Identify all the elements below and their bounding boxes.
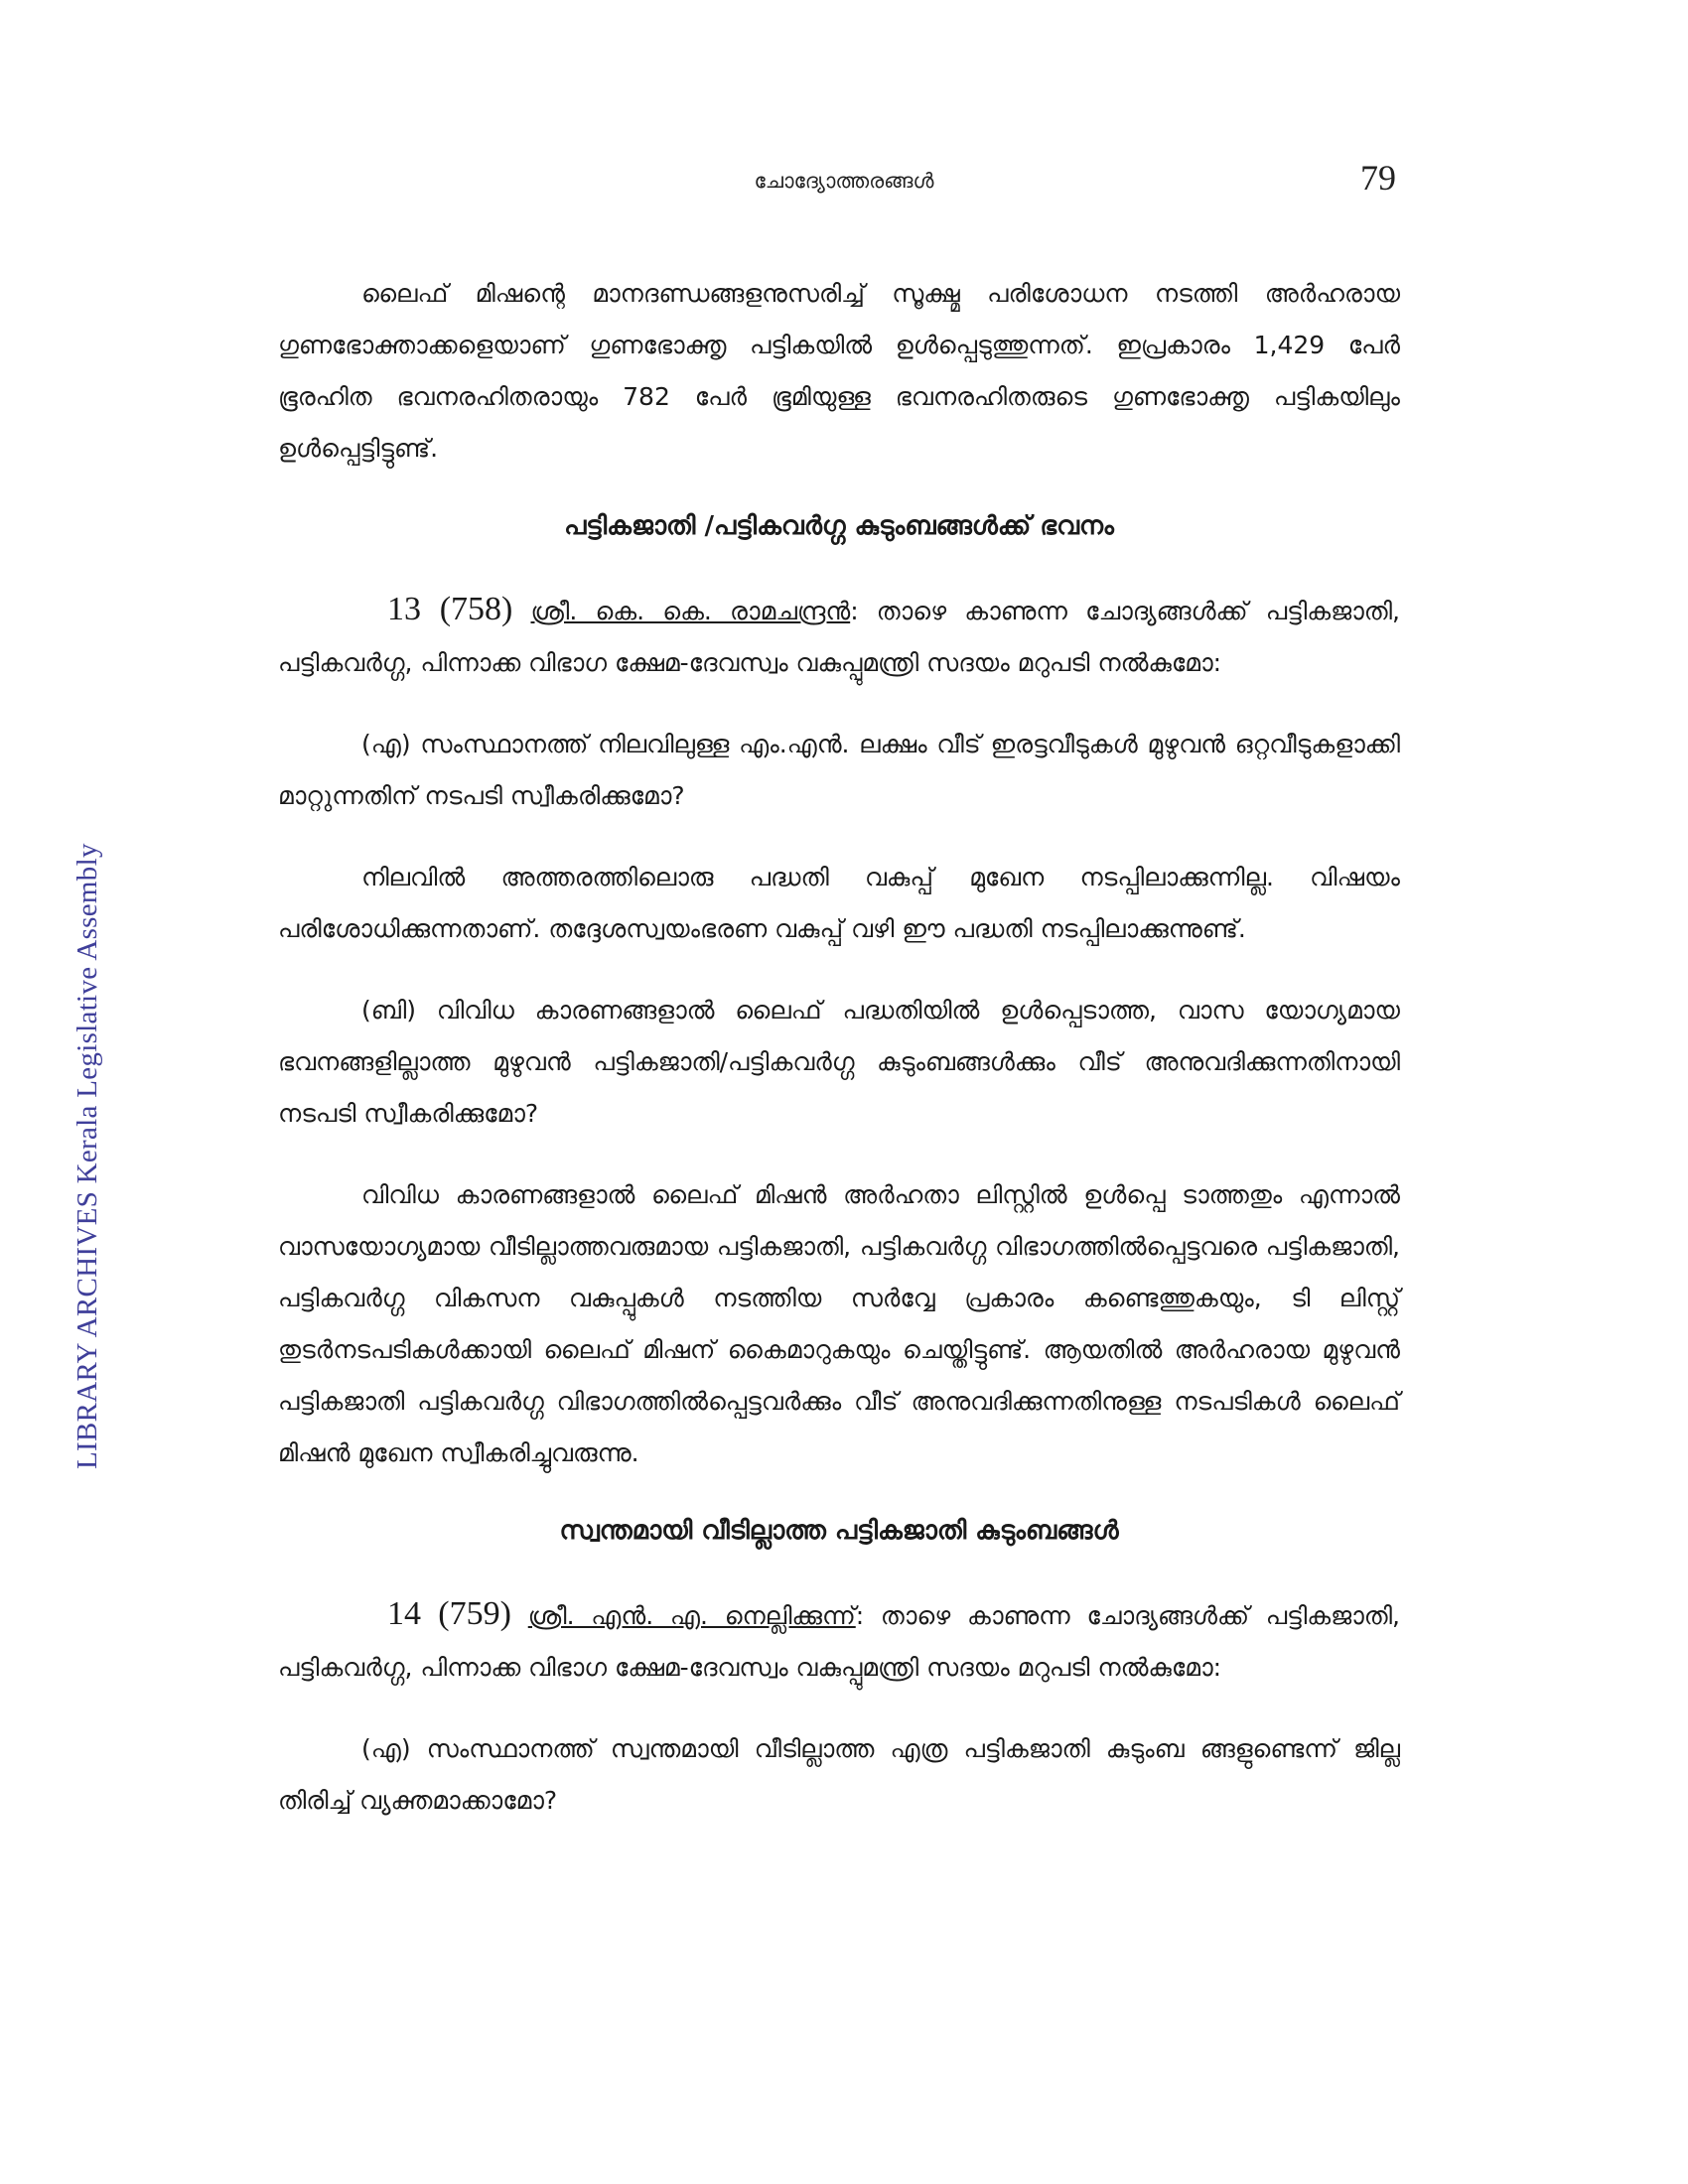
section-heading-sc-st-housing: പട്ടികജാതി /പട്ടികവർഗ്ഗ കുടുംബങ്ങൾക്ക് ഭവനം <box>564 511 1114 541</box>
question-14-member: ശ്രീ. എൻ. എ. നെല്ലിക്കുന്ന് <box>527 1601 856 1630</box>
running-title: ചോദ്യോത്തരങ്ങൾ <box>754 169 934 193</box>
question-13a: (എ) സംസ്ഥാനത്ത് നിലവിലുള്ള എം.എൻ. ലക്ഷം വീട് ഇരട്ടവീടുകൾ മുഴുവൻ ഒറ്റവീടുകളാക്കി മാറ്റുന്നതിന് നടപടി സ്വീകരിക്കുമോ? <box>278 730 1400 810</box>
question-14a: (എ) സംസ്ഥാനത്ത് സ്വന്തമായി വീടില്ലാത്ത എത്ര പട്ടികജാതി കുടുംബ ങ്ങളുണ്ടെന്ന് ജില്ല തിരിച്ച് വ്യക്തമാക്കാമോ? <box>278 1734 1400 1815</box>
answer-13b: വിവിധ കാരണങ്ങളാൽ ലൈഫ് മിഷൻ അർഹതാ ലിസ്റ്റിൽ ഉൾപ്പെ ടാത്തതും എന്നാൽ വാസയോഗ്യമായ വീടില്ലാത്തവരുമായ പട്ടികജാതി, പട്ടികവർഗ്ഗ വിഭാഗത്തിൽപ്പെട്ടവരെ പട്ടികജാതി, പട്ടികവർഗ്ഗ വികസന വകുപ്പുകൾ നടത്തിയ സർവ്വേ പ്രകാരം കണ്ടെത്തുകയും, ടി ലിസ്റ്റ് തുടർനടപടികൾക്കായി ലൈഫ് മിഷന് കൈമാറുകയും ചെയ്തിട്ടുണ്ട്. ആയതിൽ അർഹരായ മുഴുവൻ പട്ടികജാതി പട്ടികവർഗ്ഗ വിഭാഗത്തിൽപ്പെട്ടവർക്കും വീട് അനുവദിക്കുന്നതിനുള്ള നടപടികൾ ലൈഫ് മിഷൻ മുഖേന സ്വീകരിച്ചുവരുന്നു. <box>278 1180 1401 1467</box>
question-13-number: 13 (758) <box>387 591 513 627</box>
page-number: 79 <box>1360 158 1396 198</box>
question-13b: (ബി) വിവിധ കാരണങ്ങളാൽ ലൈഫ് പദ്ധതിയിൽ ഉൾപ്പെടാത്ത, വാസ യോഗ്യമായ ഭവനങ്ങളില്ലാത്ത മുഴുവൻ പട്ടികജാതി/പട്ടികവർഗ്ഗ കുടുംബങ്ങൾക്കും വീട് അനുവദിക്കുന്നതിനായി നടപടി സ്വീകരിക്കുമോ? <box>278 996 1400 1128</box>
question-14-text: : താഴെ കാണുന്ന ചോദ്യങ്ങൾക്ക് പട്ടികജാതി, പട്ടികവർഗ്ഗ, പിന്നാക്ക വിഭാഗ ക്ഷേമ-ദേവസ്വം വകുപ്പുമന്ത്രി സദയം മറുപടി നൽകുമോ: <box>278 1601 1400 1682</box>
question-13-member: ശ്രീ. കെ. കെ. രാമചന്ദ്രൻ <box>530 597 851 625</box>
question-14-intro <box>278 1588 1400 1694</box>
answer-13a: നിലവിൽ അത്തരത്തിലൊരു പദ്ധതി വകുപ്പ് മുഖേന നടപ്പിലാക്കുന്നില്ല. വിഷയം പരിശോധിക്കുന്നതാണ്. തദ്ദേശസ്വയംഭരണ വകുപ്പ് വഴി ഈ പദ്ധതി നടപ്പിലാക്കുന്നുണ്ട്. <box>278 863 1400 943</box>
section-heading-homeless-sc-families: സ്വന്തമായി വീടില്ലാത്ത പട്ടികജാതി കുടുംബങ്ങൾ <box>559 1516 1119 1546</box>
question-13-text: : താഴെ കാണുന്ന ചോദ്യങ്ങൾക്ക് പട്ടികജാതി, പട്ടികവർഗ്ഗ, പിന്നാക്ക വിഭാഗ ക്ഷേമ-ദേവസ്വം വകുപ്പുമന്ത്രി സദയം മറുപടി നൽകുമോ: <box>278 597 1400 677</box>
answer-paragraph-intro: ലൈഫ് മിഷന്റെ മാനദണ്ഡങ്ങളനുസരിച്ച് സൂക്ഷ്മ പരിശോധന നടത്തി അർഹരായ ഗുണഭോക്താക്കളെയാണ് ഗുണഭോക്തൃ പട്ടികയിൽ ഉൾപ്പെടുത്തുന്നത്. ഇപ്രകാരം 1,429 പേർ ഭൂരഹിത ഭവനരഹിതരായും 782 പേർ ഭൂമിയുള്ള ഭവനരഹിതരുടെ ഗുണഭോക്തൃ പട്ടികയിലും ഉൾപ്പെട്ടിട്ടുണ്ട്. <box>278 279 1400 463</box>
archive-watermark: LIBRARY ARCHIVES Kerala Legislative Assembly <box>71 843 103 1469</box>
question-13-intro <box>278 584 1400 689</box>
question-14-number: 14 (759) <box>387 1595 511 1632</box>
page-body <box>278 268 1400 1856</box>
